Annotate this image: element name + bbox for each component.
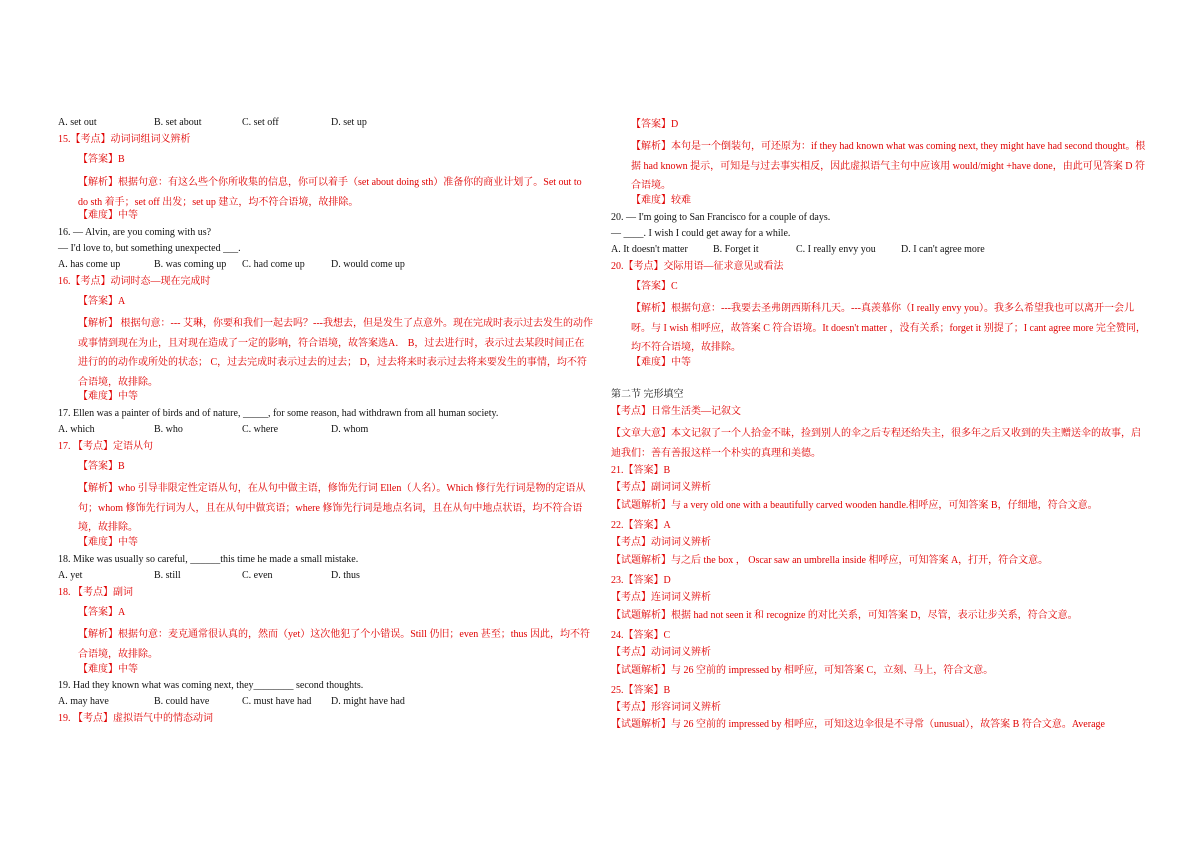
option-a: A. set out: [58, 117, 97, 128]
section-title: 第二节 完形填空: [611, 389, 684, 400]
q16-analysis: 【解析】 根据句意：--- 艾琳，你要和我们一起去吗？---我想去，但是发生了点意外。现在完成时表示过去发生的动作或事情到现在为止，且对现在造成了一定的影响，符合语境，故答案选A． B，过去进行时，表示过去某段时间正在进行的的动作或所处的状态； C，过去完成时表示过去的过去； D，过去将来时表示过去将来要发生的事情，均不符合语境，故排除。: [78, 318, 593, 388]
option-b: B. Forget it: [713, 244, 759, 255]
q17-stem: 17. Ellen was a painter of birds and of nature, _____, for some reason, had withdrawn from all human society.: [58, 408, 499, 419]
option-b: B. was coming up: [154, 259, 227, 270]
q21-point: 【考点】副词词义辨析: [611, 482, 711, 493]
option-a: A. may have: [58, 696, 109, 707]
option-d: D. thus: [331, 570, 360, 581]
option-b: B. set about: [154, 117, 202, 128]
q22-analysis: 【试题解析】与之后 the box ， Oscar saw an umbrella inside 相呼应，可知答案 A，打开，符合文意。: [611, 555, 1049, 566]
q20-stem-1: 20. — I'm going to San Francisco for a couple of days.: [611, 212, 831, 223]
option-c: C. must have had: [242, 696, 312, 707]
q24-point: 【考点】动词词义辨析: [611, 647, 711, 658]
option-c: C. even: [242, 570, 273, 581]
option-d: D. would come up: [331, 259, 405, 270]
q18-stem: 18. Mike was usually so careful, ______this time he made a small mistake.: [58, 554, 359, 565]
q16-stem-1: 16. — Alvin, are you coming with us?: [58, 227, 212, 238]
q20-point: 20.【考点】交际用语—征求意见或看法: [611, 261, 784, 272]
q19-point: 19. 【考点】虚拟语气中的情态动词: [58, 713, 213, 724]
q18-point: 18. 【考点】副词: [58, 587, 133, 598]
q20-difficulty: 【难度】中等: [631, 357, 691, 368]
option-c: C. set off: [242, 117, 279, 128]
q16-point: 16.【考点】动词时态—现在完成时: [58, 276, 211, 287]
q22-answer: 22.【答案】A: [611, 520, 671, 531]
q20-stem-2: — ____. I wish I could get away for a while.: [611, 228, 791, 239]
option-d: D. might have had: [331, 696, 405, 707]
q23-point: 【考点】连词词义辨析: [611, 592, 711, 603]
q17-answer: 【答案】B: [78, 461, 125, 472]
q16-stem-2: — I'd love to, but something unexpected ___.: [58, 243, 241, 254]
q21-answer: 21.【答案】B: [611, 465, 671, 476]
section-summary: 【文章大意】本文记叙了一个人拾金不昧，捡到别人的伞之后专程还给失主，很多年之后又收到的失主赠送伞的故事，启迪我们：善有善报这样一个朴实的真理和美德。: [611, 428, 1141, 459]
q25-answer: 25.【答案】B: [611, 685, 671, 696]
q22-point: 【考点】动词词义辨析: [611, 537, 711, 548]
q23-answer: 23.【答案】D: [611, 575, 671, 586]
q24-analysis: 【试题解析】与 26 空前的 impressed by 相呼应，可知答案 C，立刻、马上，符合文意。: [611, 665, 994, 676]
q15-point: 15.【考点】动词词组词义辨析: [58, 134, 191, 145]
option-a: A. has come up: [58, 259, 121, 270]
q20-analysis: 【解析】根据句意：---我要去圣弗朗西斯科几天。---真羡慕你（I really envy you）。我多么希望我也可以离开一会儿呀。与 I wish 相呼应，故答案 C 符合语境。It doesn't matter ，没有关系；forget it 别提了；I cant agree more 完全赞同，均不符合语境，故排除。: [631, 303, 1146, 353]
q25-point: 【考点】形容词词义辨析: [611, 702, 721, 713]
q15-analysis: 【解析】根据句意：有这么些个你所收集的信息，你可以着手（set about doing sth）准备你的商业计划了。Set out to do sth 着手；set off 出发；set up 建立，均不符合语境，故排除。: [78, 177, 582, 208]
option-b: B. still: [154, 570, 181, 581]
q19-answer: 【答案】D: [631, 119, 679, 130]
q18-answer: 【答案】A: [78, 607, 126, 618]
option-b: B. who: [154, 424, 183, 435]
q23-analysis: 【试题解析】根据 had not seen it 和 recognize 的对比关系，可知答案 D，尽管，表示让步关系，符合文意。: [611, 610, 1078, 621]
option-b: B. could have: [154, 696, 210, 707]
q17-difficulty: 【难度】中等: [78, 537, 138, 548]
q24-answer: 24.【答案】C: [611, 630, 671, 641]
section-point: 【考点】日常生活类—记叙文: [611, 406, 741, 417]
q15-difficulty: 【难度】中等: [78, 210, 138, 221]
option-a: A. yet: [58, 570, 83, 581]
option-d: D. set up: [331, 117, 367, 128]
option-a: A. It doesn't matter: [611, 244, 688, 255]
option-c: C. I really envy you: [796, 244, 876, 255]
q17-point: 17. 【考点】定语从句: [58, 441, 153, 452]
q19-difficulty: 【难度】较难: [631, 195, 691, 206]
q19-stem: 19. Had they known what was coming next, they________ second thoughts.: [58, 680, 364, 691]
q17-analysis: 【解析】who 引导非限定性定语从句，在从句中做主语，修饰先行词 Ellen（人名）。Which 修行先行词是物的定语从句；whom 修饰先行词为人，且在从句中做宾语；where 修饰先行词是地点名词，且在从句中地点状语，均不符合语境，故排除。: [78, 483, 586, 533]
q20-answer: 【答案】C: [631, 281, 678, 292]
q16-answer: 【答案】A: [78, 296, 126, 307]
q18-difficulty: 【难度】中等: [78, 664, 138, 675]
q15-answer: 【答案】B: [78, 154, 125, 165]
q21-analysis: 【试题解析】与 a very old one with a beautifully carved wooden handle.相呼应，可知答案 B，仔细地，符合文意。: [611, 500, 1098, 511]
option-c: C. where: [242, 424, 279, 435]
q18-analysis: 【解析】根据句意：麦克通常很认真的，然而（yet）这次他犯了个小错误。Still 仍旧；even 甚至；thus 因此，均不符合语境，故排除。: [78, 629, 590, 660]
q16-difficulty: 【难度】中等: [78, 391, 138, 402]
option-d: D. I can't agree more: [901, 244, 985, 255]
option-a: A. which: [58, 424, 95, 435]
option-d: D. whom: [331, 424, 369, 435]
q19-analysis: 【解析】本句是一个倒装句，可还原为：if they had known what was coming next, they might have had second thought。根据 had known 提示，可知是与过去事实相反，因此虚拟语气主句中应该用 would/might +have done，由此可见答案 D 符合语境。: [631, 141, 1146, 191]
q25-analysis: 【试题解析】与 26 空前的 impressed by 相呼应，可知这边伞很是不寻常（unusual），故答案 B 符合文意。Average: [611, 719, 1105, 730]
option-c: C. had come up: [242, 259, 305, 270]
